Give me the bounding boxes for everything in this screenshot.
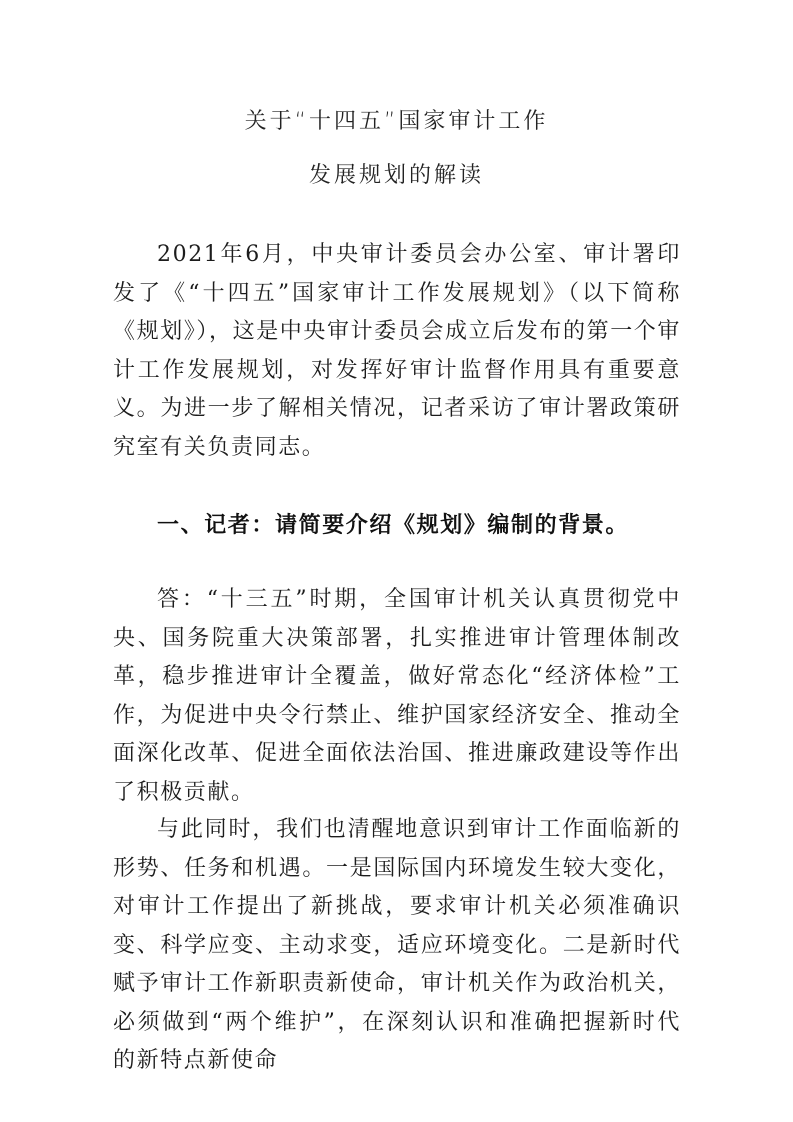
answer-paragraph-1: 答：“十三五”时期，全国审计机关认真贯彻党中央、国务院重大决策部署，扎实推进审计管理体制改革，稳步推进审计全覆盖，做好常态化“经济体检”工作，为促进中央令行禁止、维护国家经济安全、推动全面深化改革、促进全面依法治国、推进廉政建设等作出了积极贡献。 xyxy=(113,587,681,805)
document-title-line-1: 关于“十四五”国家审计工作 xyxy=(244,109,549,134)
intro-paragraph: 2021年6月，中央审计委员会办公室、审计署印发了《“十四五”国家审计工作发展规划》（以下简称《规划》），这是中央审计委员会成立后发布的第一个审计工作发展规划，对发挥好审计监督作用具有重要意义。为进一步了解相关情况，记者采访了审计署政策研究室有关负责同志。 xyxy=(113,242,682,460)
document-title-line-2: 发展规划的解读 xyxy=(308,163,484,188)
answer-paragraph-2: 与此同时，我们也清醒地意识到审计工作面临新的形势、任务和机遇。一是国际国内环境发生较大变化，对审计工作提出了新挑战，要求审计机关必须准确识变、科学应变、主动求变，适应环境变化。二是新时代赋予审计工作新职责新使命，审计机关作为政治机关，必须做到“两个维护”，在深刻认识和准确把握新时代的新特点新使命 xyxy=(113,817,681,1073)
section-heading-1: 一、记者：请简要介绍《规划》编制的背景。 xyxy=(157,513,630,538)
